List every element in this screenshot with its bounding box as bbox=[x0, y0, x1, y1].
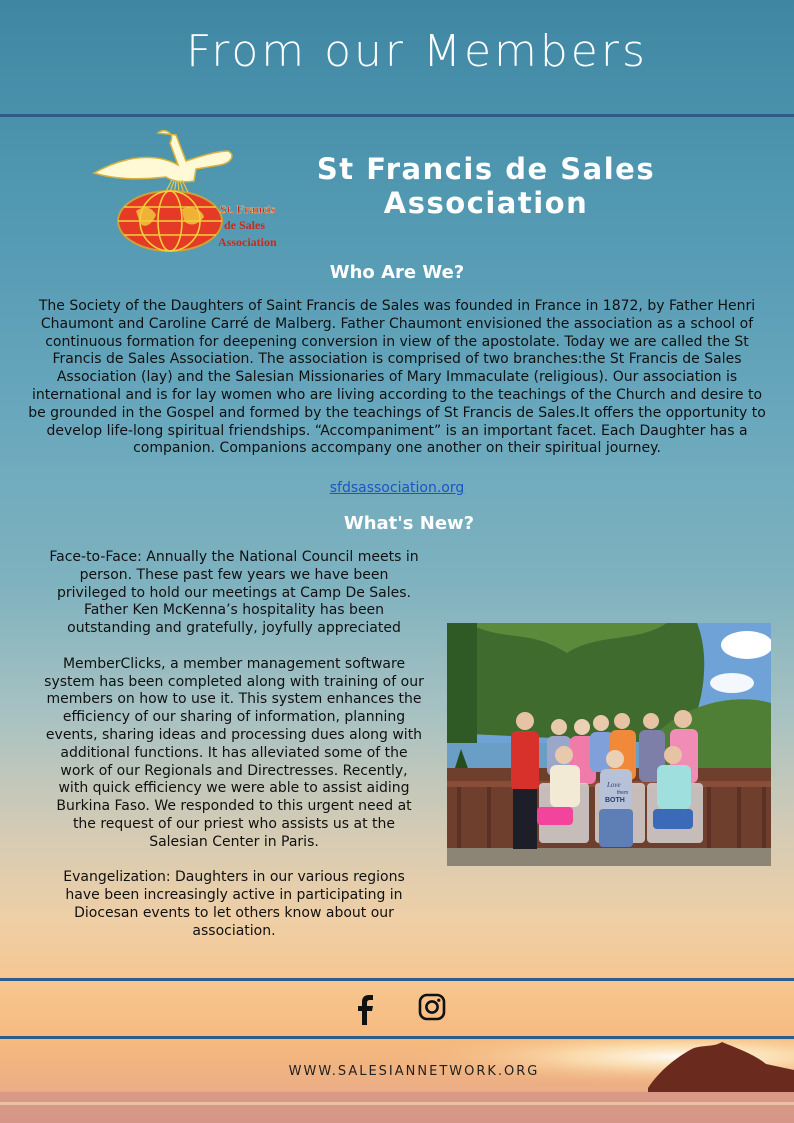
page-title: From our Members bbox=[186, 26, 648, 77]
shirt-text-3: BOTH bbox=[605, 797, 625, 804]
whats-new-heading: What's New? bbox=[343, 513, 475, 534]
news-item-memberclicks: MemberClicks, a member management software system has been completed along with training of our members on how to use it. This system enhances the efficiency of our sharing of information, planning events, sharing ideas and processing dues along with additional functions. It has alleviated some of the work of our Regionals and Directresses. Recently, with quick efficiency we were able to assist aiding Burkina Faso. We responded to this urgent need at the request of our priest who assists us at the Salesian Center in Paris. bbox=[44, 655, 424, 850]
who-are-we-heading: Who Are We? bbox=[329, 262, 465, 283]
who-are-we-text: The Society of the Daughters of Saint Francis de Sales was founded in France in 1872, by Father Henri Chaumont and Caroline Carré de Malberg. Father Chaumont envisioned the association as a school of continuous formation for deepening conversion in view of the apostolate. Today we are called the St Francis de Sales Association. The association is comprised of two branches:the St Francis de Sales Association (lay) and the Salesian Missionaries of Mary Immaculate (religious). Our association is international and is for lay women who are living according to the teachings of the Church and desire to be grounded in the Gospel and formed by the teachings of St Francis de Sales.It offers the opportunity to develop life-long spiritual friendships. “Accompaniment” is an important facet. Each Daughter has a companion. Companions accompany one another on their spiritual journey. bbox=[28, 298, 766, 457]
shirt-text-2: them bbox=[617, 790, 629, 796]
footer-divider-bottom bbox=[0, 1036, 794, 1039]
logo-text-line2: de Sales bbox=[224, 218, 266, 232]
organization-name-line2: Association bbox=[383, 186, 589, 220]
organization-name bbox=[300, 152, 672, 220]
shirt-text-1: Love bbox=[607, 781, 621, 789]
footer-divider-top bbox=[0, 978, 794, 981]
website-link[interactable]: sfdsassociation.org bbox=[329, 480, 465, 496]
news-item-face-to-face: Face-to-Face: Annually the National Council meets in person. These past few years we have been privileged to hold our meetings at Camp De Sales. Father Ken McKenna’s hospitality has been outstanding and gratefully, joyfully appreciated bbox=[49, 549, 419, 637]
news-list bbox=[44, 549, 424, 958]
logo-text-line1: St. Francis bbox=[220, 202, 276, 216]
facebook-icon[interactable] bbox=[356, 995, 376, 1025]
instagram-icon[interactable] bbox=[418, 993, 446, 1021]
group-photo bbox=[447, 623, 771, 866]
news-item-evangelization: Evangelization: Daughters in our various regions have been increasingly active in participating in Diocesan events to let others know about our association. bbox=[63, 869, 405, 939]
footer-website[interactable]: WWW.SALESIANNETWORK.ORG bbox=[288, 1064, 540, 1079]
sunset-scene bbox=[0, 1040, 794, 1123]
organization-name-line1: St Francis de Sales bbox=[316, 152, 656, 186]
logo-text-line3: Association bbox=[218, 235, 277, 249]
header-divider bbox=[0, 114, 794, 117]
association-logo bbox=[86, 125, 298, 255]
